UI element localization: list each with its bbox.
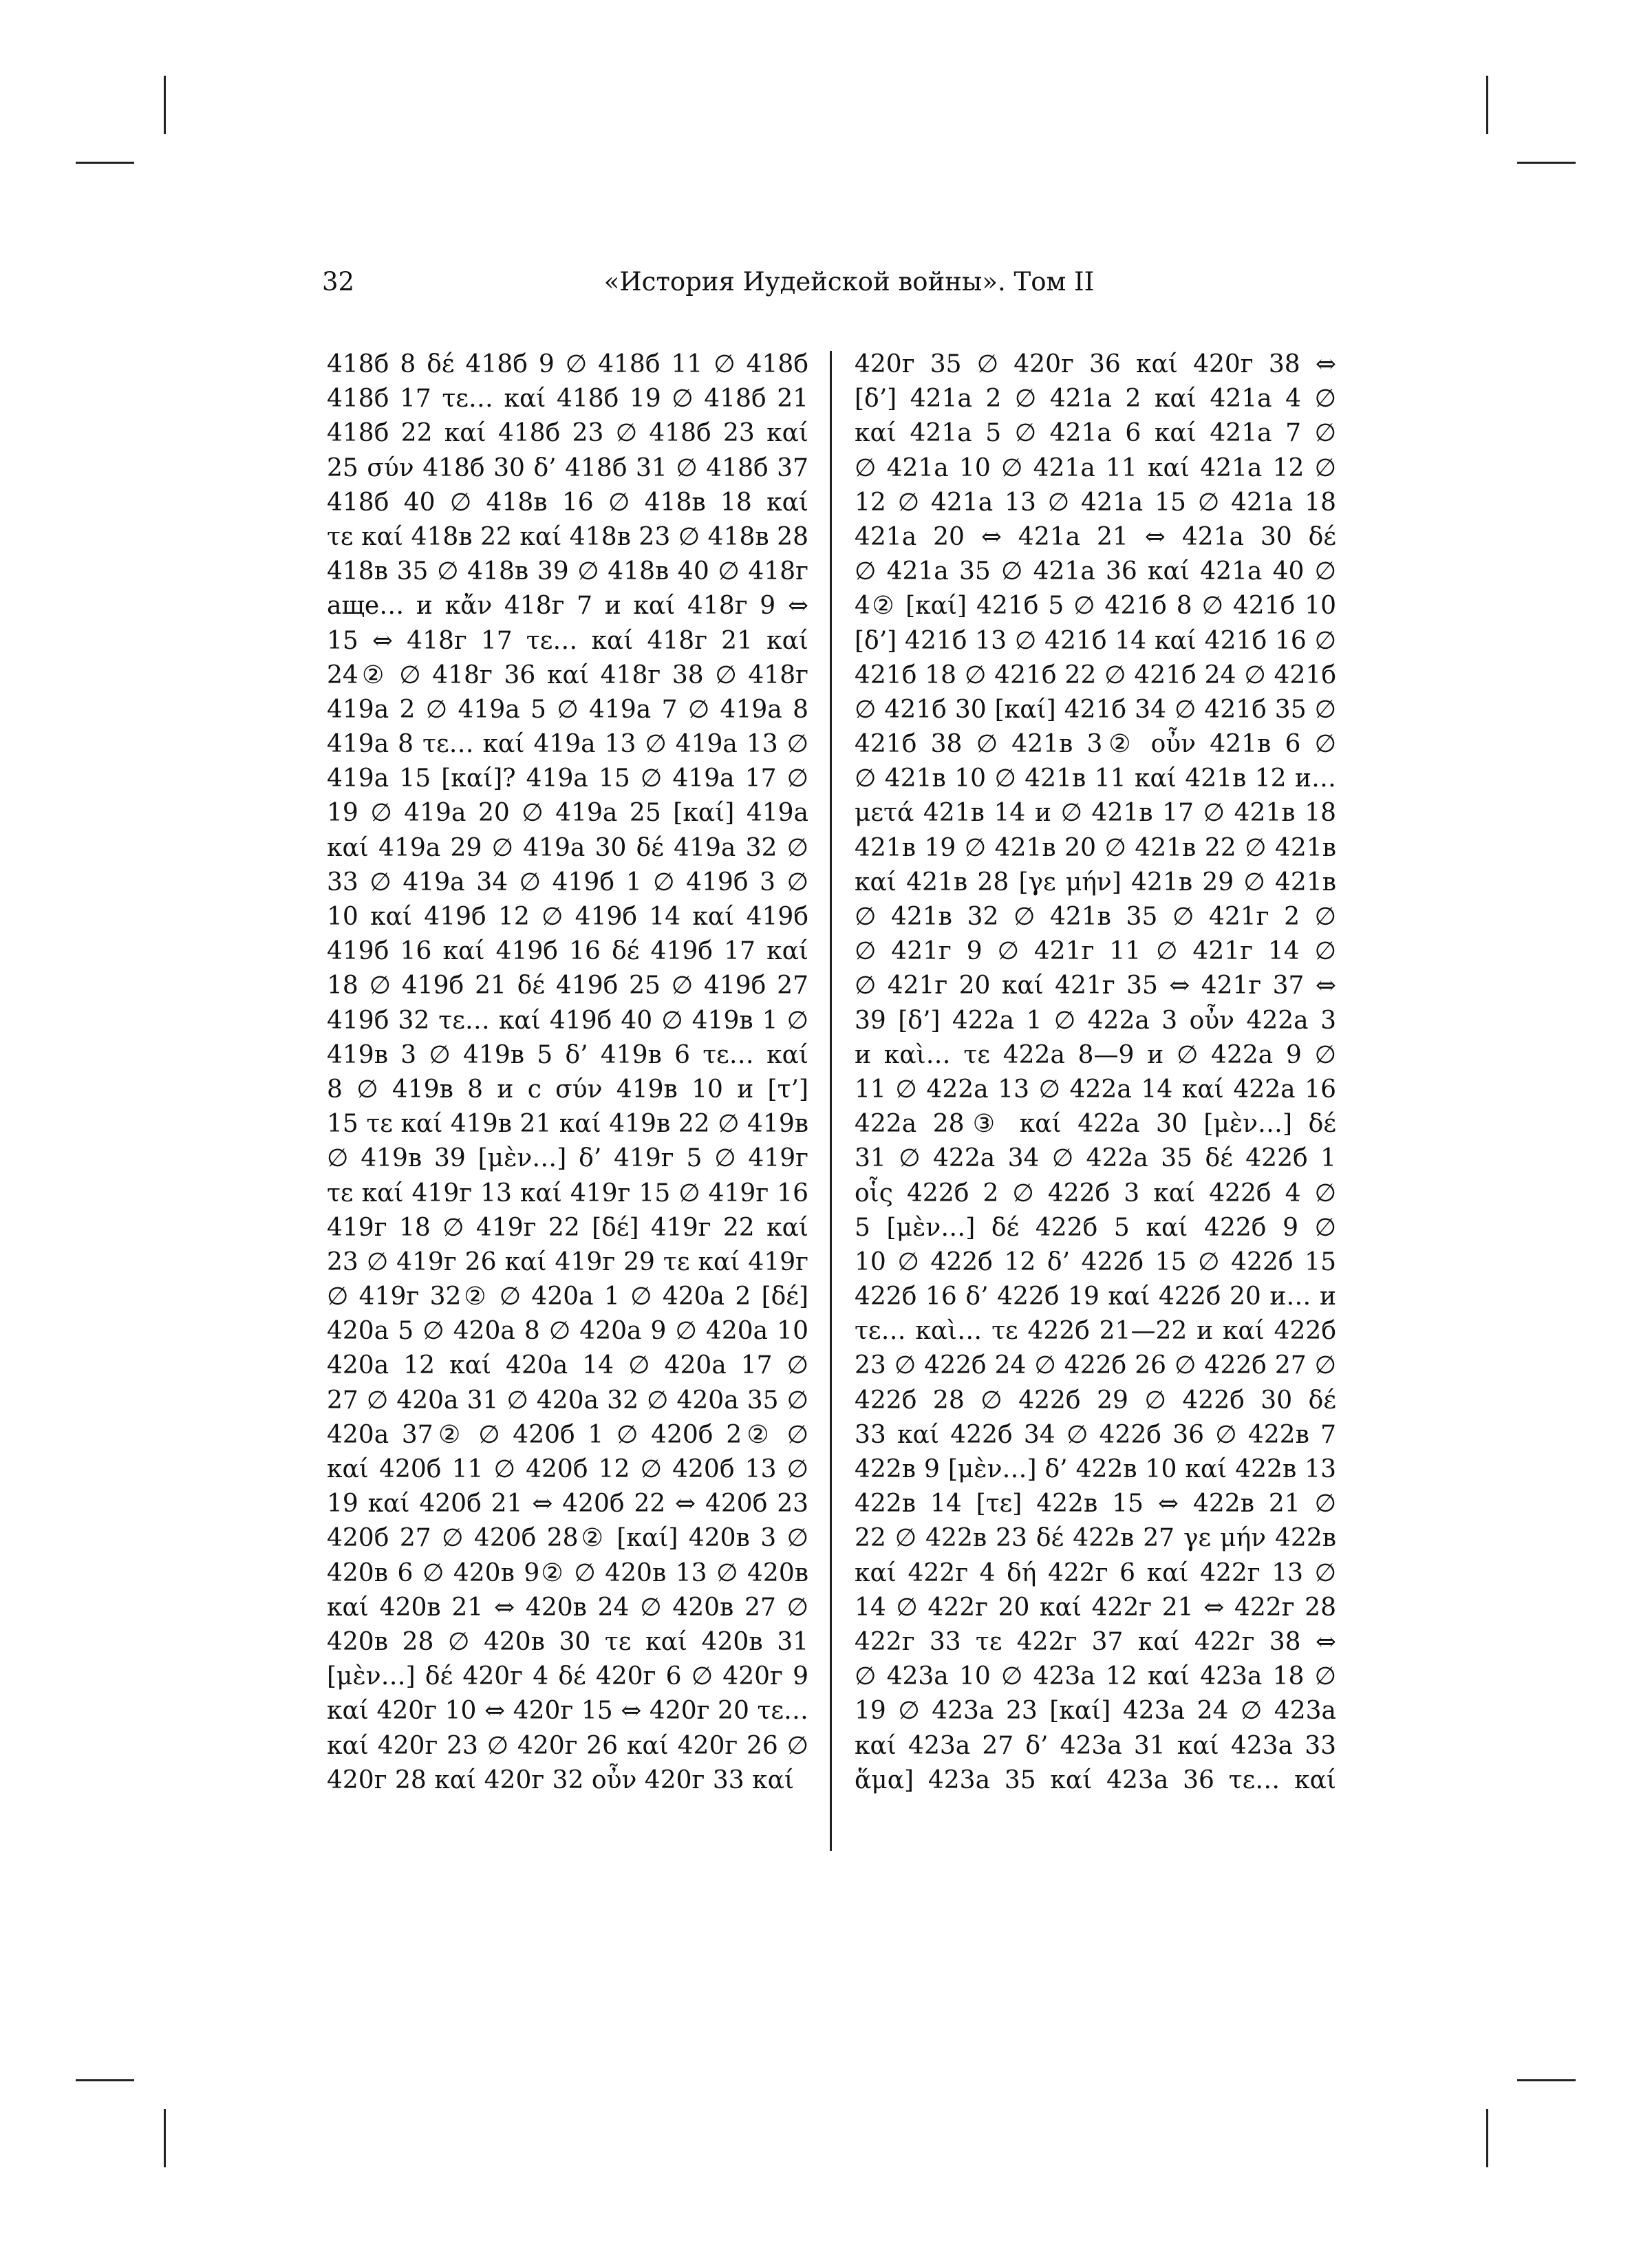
text-line: 10 ∅ 422б 12 δ’ 422б 15 ∅ 422б 15 bbox=[855, 1247, 1336, 1276]
text-line: 33 καί 422б 34 ∅ 422б 36 ∅ 422в 7 bbox=[855, 1420, 1336, 1449]
text-line: 419а 2 ∅ 419а 5 ∅ 419а 7 ∅ 419а 8 bbox=[327, 695, 808, 724]
text-line: 420в 6 ∅ 420в 9② ∅ 420в 13 ∅ 420в bbox=[327, 1558, 808, 1587]
text-line: 422в 9 [μὲν…] δ’ 422в 10 καί 422в 13 bbox=[855, 1455, 1336, 1483]
text-line: 8 ∅ 419в 8 и с σύν 419в 10 и [τ’] bbox=[327, 1075, 808, 1104]
text-line: 33 ∅ 419а 34 ∅ 419б 1 ∅ 419б 3 ∅ bbox=[327, 868, 808, 897]
text-line: 10 καί 419б 12 ∅ 419б 14 καί 419б bbox=[327, 903, 808, 931]
text-line: 420г 28 καί 420г 32 οὖν 420г 33 καί bbox=[327, 1766, 794, 1794]
text-line: καί 421в 28 [γε μήν] 421в 29 ∅ 421в bbox=[855, 868, 1336, 897]
text-line: καί 423а 27 δ’ 423а 31 καί 423а 33 bbox=[855, 1731, 1336, 1760]
text-line: τε καί 418в 22 καί 418в 23 ∅ 418в 28 bbox=[327, 522, 808, 551]
text-line: 422в 14 [τε] 422в 15 ⇔ 422в 21 ∅ bbox=[855, 1490, 1336, 1518]
text-line: 420а 12 καί 420а 14 ∅ 420а 17 ∅ bbox=[327, 1351, 808, 1380]
text-line: 422б 28 ∅ 422б 29 ∅ 422б 30 δέ bbox=[855, 1386, 1336, 1415]
text-line: 419в 3 ∅ 419в 5 δ’ 419в 6 τε… καί bbox=[327, 1040, 808, 1069]
text-line: 422г 33 τε 422г 37 καί 422г 38 ⇔ bbox=[855, 1627, 1336, 1656]
text-line: 11 ∅ 422а 13 ∅ 422а 14 καί 422а 16 bbox=[855, 1075, 1336, 1104]
text-line: 421б 18 ∅ 421б 22 ∅ 421б 24 ∅ 421б bbox=[855, 661, 1336, 689]
text-line: 418б 8 δέ 418б 9 ∅ 418б 11 ∅ 418б bbox=[327, 350, 808, 378]
text-line: 39 [δ’] 422а 1 ∅ 422а 3 οὖν 422а 3 bbox=[855, 1006, 1336, 1035]
crop-mark-top-left-horizontal bbox=[76, 162, 134, 164]
running-title: «История Иудейской войны». Том II bbox=[603, 267, 1095, 297]
crop-mark-bottom-left-vertical bbox=[164, 2109, 166, 2167]
text-line: 419а 8 τε… καί 419а 13 ∅ 419а 13 ∅ bbox=[327, 730, 808, 759]
text-line: ∅ 421а 35 ∅ 421а 36 καί 421а 40 ∅ bbox=[855, 557, 1336, 586]
crop-mark-bottom-right-horizontal bbox=[1517, 2079, 1576, 2081]
text-line: ἅμα] 423а 35 καί 423а 36 τε… καί bbox=[855, 1766, 1336, 1794]
text-line: 19 καί 420б 21 ⇔ 420б 22 ⇔ 420б 23 bbox=[327, 1490, 808, 1518]
text-line: 422а 28③ καί 422а 30 [μὲν…] δέ bbox=[855, 1110, 1336, 1139]
text-line: и καὶ… τε 422а 8—9 и ∅ 422а 9 ∅ bbox=[855, 1040, 1336, 1069]
text-line: 421б 38 ∅ 421в 3② οὖν 421в 6 ∅ bbox=[855, 730, 1336, 759]
crop-mark-top-left-vertical bbox=[164, 76, 166, 134]
text-line: ∅ 421в 32 ∅ 421в 35 ∅ 421г 2 ∅ bbox=[855, 903, 1336, 931]
text-line: 418б 40 ∅ 418в 16 ∅ 418в 18 καί bbox=[327, 488, 808, 517]
text-line: 23 ∅ 419г 26 καί 419г 29 τε καί 419г bbox=[327, 1247, 808, 1276]
text-line: καί 419а 29 ∅ 419а 30 δέ 419а 32 ∅ bbox=[327, 833, 808, 862]
text-line: καί 420в 21 ⇔ 420в 24 ∅ 420в 27 ∅ bbox=[327, 1593, 808, 1622]
left-column bbox=[327, 347, 808, 1798]
text-line: 421в 19 ∅ 421в 20 ∅ 421в 22 ∅ 421в bbox=[855, 833, 1336, 862]
column-divider bbox=[830, 351, 832, 1851]
text-line: 31 ∅ 422а 34 ∅ 422а 35 δέ 422б 1 bbox=[855, 1144, 1336, 1173]
crop-mark-top-right-vertical bbox=[1486, 76, 1488, 134]
text-line: 420б 27 ∅ 420б 28② [καί] 420в 3 ∅ bbox=[327, 1524, 808, 1553]
text-line: καί 420г 10 ⇔ 420г 15 ⇔ 420г 20 τε… bbox=[327, 1697, 808, 1726]
text-line: 23 ∅ 422б 24 ∅ 422б 26 ∅ 422б 27 ∅ bbox=[855, 1351, 1336, 1380]
text-line: οἷς 422б 2 ∅ 422б 3 καί 422б 4 ∅ bbox=[855, 1179, 1336, 1208]
text-line: 420г 35 ∅ 420г 36 καί 420г 38 ⇔ bbox=[855, 350, 1336, 378]
text-line: аще… и κἄν 418г 7 и καί 418г 9 ⇔ bbox=[327, 592, 808, 621]
text-line: 419г 18 ∅ 419г 22 [δέ] 419г 22 καί bbox=[327, 1213, 808, 1242]
text-line: 24② ∅ 418г 36 καί 418г 38 ∅ 418г bbox=[327, 661, 808, 689]
text-line: [δ’] 421а 2 ∅ 421а 2 καί 421а 4 ∅ bbox=[855, 385, 1336, 414]
text-line: 18 ∅ 419б 21 δέ 419б 25 ∅ 419б 27 bbox=[327, 972, 808, 1000]
text-line: ∅ 419в 39 [μὲν…] δ’ 419г 5 ∅ 419г bbox=[327, 1144, 808, 1173]
text-line: 419б 32 τε… καί 419б 40 ∅ 419в 1 ∅ bbox=[327, 1006, 808, 1035]
text-line: 22 ∅ 422в 23 δέ 422в 27 γε μήν 422в bbox=[855, 1524, 1336, 1553]
text-line: 419б 16 καί 419б 16 δέ 419б 17 καί bbox=[327, 937, 808, 966]
text-line: ∅ 419г 32② ∅ 420а 1 ∅ 420а 2 [δέ] bbox=[327, 1283, 808, 1311]
text-line: 418в 35 ∅ 418в 39 ∅ 418в 40 ∅ 418г bbox=[327, 557, 808, 586]
text-line: 15 ⇔ 418г 17 τε… καί 418г 21 καί bbox=[327, 626, 808, 655]
text-line: 27 ∅ 420а 31 ∅ 420а 32 ∅ 420а 35 ∅ bbox=[327, 1386, 808, 1415]
crop-mark-top-right-horizontal bbox=[1517, 162, 1576, 164]
text-line: 420а 5 ∅ 420а 8 ∅ 420а 9 ∅ 420а 10 bbox=[327, 1317, 808, 1346]
text-line: καί 421а 5 ∅ 421а 6 καί 421а 7 ∅ bbox=[855, 419, 1336, 448]
text-line: 420в 28 ∅ 420в 30 τε καί 420в 31 bbox=[327, 1627, 808, 1656]
crop-mark-bottom-right-vertical bbox=[1486, 2109, 1488, 2167]
text-line: καί 420г 23 ∅ 420г 26 καί 420г 26 ∅ bbox=[327, 1731, 808, 1760]
text-line: ∅ 421б 30 [καί] 421б 34 ∅ 421б 35 ∅ bbox=[855, 695, 1336, 724]
right-column bbox=[855, 347, 1336, 1798]
text-line: μετά 421в 14 и ∅ 421в 17 ∅ 421в 18 bbox=[855, 799, 1336, 828]
page-header bbox=[322, 261, 1376, 303]
text-line: ∅ 421г 9 ∅ 421г 11 ∅ 421г 14 ∅ bbox=[855, 937, 1336, 966]
page-number: 32 bbox=[322, 267, 355, 297]
text-line: 25 σύν 418б 30 δ’ 418б 31 ∅ 418б 37 bbox=[327, 453, 808, 482]
text-line: 14 ∅ 422г 20 καί 422г 21 ⇔ 422г 28 bbox=[855, 1593, 1336, 1622]
text-line: 19 ∅ 423а 23 [καί] 423а 24 ∅ 423а bbox=[855, 1697, 1336, 1726]
text-line: ∅ 421а 10 ∅ 421а 11 καί 421а 12 ∅ bbox=[855, 453, 1336, 482]
text-line: ∅ 421в 10 ∅ 421в 11 καί 421в 12 и… bbox=[855, 764, 1336, 793]
text-line: [δ’] 421б 13 ∅ 421б 14 καί 421б 16 ∅ bbox=[855, 626, 1336, 655]
crop-mark-bottom-left-horizontal bbox=[76, 2079, 134, 2081]
text-line: [μὲν…] δέ 420г 4 δέ 420г 6 ∅ 420г 9 bbox=[327, 1662, 808, 1691]
text-line: 15 τε καί 419в 21 καί 419в 22 ∅ 419в bbox=[327, 1110, 808, 1139]
text-line: ∅ 421г 20 καί 421г 35 ⇔ 421г 37 ⇔ bbox=[855, 972, 1336, 1000]
text-line: 12 ∅ 421а 13 ∅ 421а 15 ∅ 421а 18 bbox=[855, 488, 1336, 517]
text-line: καί 422г 4 δή 422г 6 καί 422г 13 ∅ bbox=[855, 1558, 1336, 1587]
text-line: καί 420б 11 ∅ 420б 12 ∅ 420б 13 ∅ bbox=[327, 1455, 808, 1483]
text-line: 422б 16 δ’ 422б 19 καί 422б 20 и… и bbox=[855, 1283, 1336, 1311]
text-line: 19 ∅ 419а 20 ∅ 419а 25 [καί] 419а bbox=[327, 799, 808, 828]
text-line: 419а 15 [καί]? 419а 15 ∅ 419а 17 ∅ bbox=[327, 764, 808, 793]
text-line: 420а 37② ∅ 420б 1 ∅ 420б 2② ∅ bbox=[327, 1420, 808, 1449]
text-line: ∅ 423а 10 ∅ 423а 12 καί 423а 18 ∅ bbox=[855, 1662, 1336, 1691]
text-line: τε καί 419г 13 καί 419г 15 ∅ 419г 16 bbox=[327, 1179, 808, 1208]
text-line: 5 [μὲν…] δέ 422б 5 καί 422б 9 ∅ bbox=[855, 1213, 1336, 1242]
text-line: τε… καὶ… τε 422б 21—22 и καί 422б bbox=[855, 1317, 1336, 1346]
text-line: 418б 17 τε… καί 418б 19 ∅ 418б 21 bbox=[327, 385, 808, 414]
text-line: 421а 20 ⇔ 421а 21 ⇔ 421а 30 δέ bbox=[855, 522, 1336, 551]
text-line: 418б 22 καί 418б 23 ∅ 418б 23 καί bbox=[327, 419, 808, 448]
text-line: 4② [καί] 421б 5 ∅ 421б 8 ∅ 421б 10 bbox=[855, 592, 1336, 621]
